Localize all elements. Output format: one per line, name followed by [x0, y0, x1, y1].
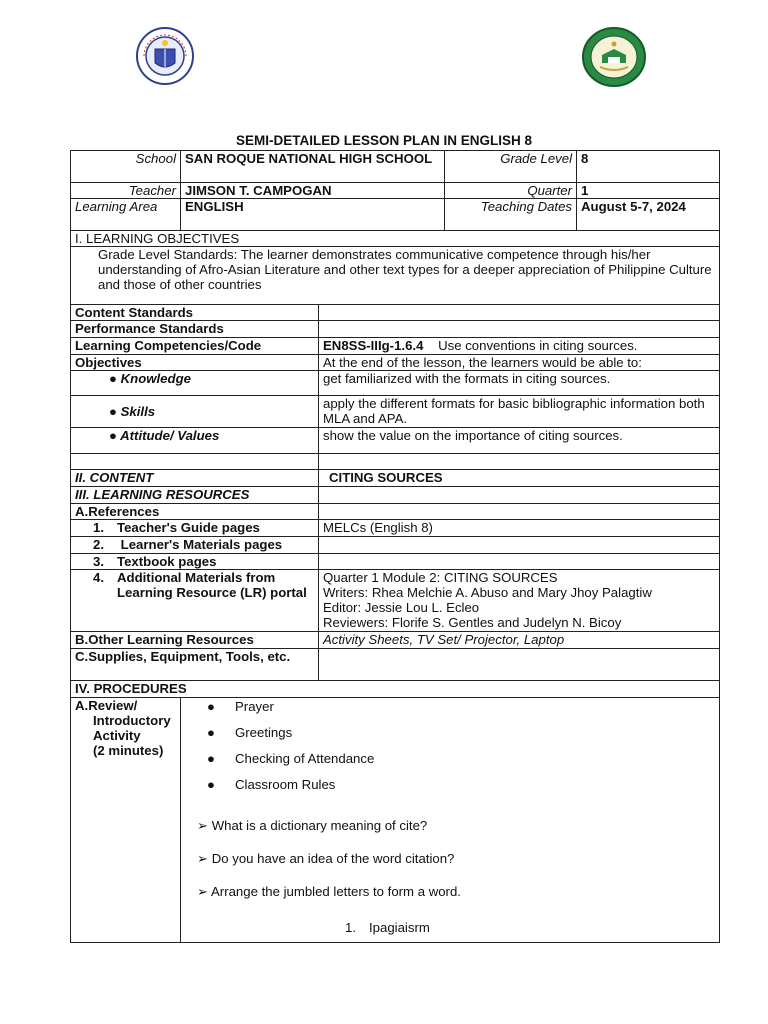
attitude-text: show the value on the importance of citing sources.	[319, 428, 720, 454]
question-item: ➢ What is a dictionary meaning of cite?	[197, 818, 428, 833]
spacer-cell	[71, 454, 319, 470]
additional-materials-label: 4. Additional Materials from Learning Resource (LR) portal	[71, 570, 319, 632]
competency-code: EN8SS-IIIg-1.6.4	[323, 338, 424, 353]
grade-level-standards: Grade Level Standards: The learner demonstrates communicative competence through his/her understanding of Afro-Asian Literature and other text types for a deeper appreciation of Philippine Culture and those of other countries	[71, 247, 720, 305]
deped-seal-icon	[136, 27, 194, 85]
attitude-label: ● Attitude/ Values	[71, 428, 319, 454]
skills-text: apply the different formats for basic bibliographic information both MLA and APA.	[319, 396, 720, 428]
content-label: II. CONTENT	[71, 470, 319, 487]
school-seal-icon	[582, 27, 646, 87]
empty-cell	[319, 487, 720, 504]
school-label: School	[71, 151, 181, 183]
teaching-dates-value: August 5-7, 2024	[577, 199, 720, 231]
other-resources-value: Activity Sheets, TV Set/ Projector, Laptop	[319, 632, 720, 649]
grade-level-value: 8	[577, 151, 720, 183]
spacer-cell	[319, 454, 720, 470]
list-item: ● Classroom Rules	[207, 777, 336, 792]
school-seal-logo	[582, 27, 646, 87]
knowledge-label: ● Knowledge	[71, 371, 319, 396]
supplies-label: C.Supplies, Equipment, Tools, etc.	[71, 649, 319, 681]
list-item: ● Checking of Attendance	[207, 751, 375, 766]
learners-materials-label: 2. Learner's Materials pages	[71, 537, 319, 554]
list-item: ● Prayer	[207, 699, 274, 714]
content-standards-label: Content Standards	[71, 305, 319, 321]
question-item: ➢ Arrange the jumbled letters to form a word.	[197, 884, 461, 899]
teacher-label: Teacher	[71, 183, 181, 199]
grade-level-label: Grade Level	[445, 151, 577, 183]
empty-cell	[319, 504, 720, 520]
references-label: A.References	[71, 504, 319, 520]
learning-competencies-label: Learning Competencies/Code	[71, 338, 319, 355]
objectives-label: Objectives	[71, 355, 319, 371]
content-value: CITING SOURCES	[319, 470, 720, 487]
teachers-guide-value: MELCs (English 8)	[319, 520, 720, 537]
quarter-label: Quarter	[445, 183, 577, 199]
learning-area-label: Learning Area	[71, 199, 181, 231]
teaching-dates-label: Teaching Dates	[445, 199, 577, 231]
review-activity-content	[181, 698, 720, 943]
lesson-plan-table	[70, 150, 720, 943]
procedures-heading: IV. PROCEDURES	[71, 681, 720, 698]
document-title: SEMI-DETAILED LESSON PLAN IN ENGLISH 8	[235, 133, 533, 148]
textbook-pages-label: 3. Textbook pages	[71, 554, 319, 570]
textbook-pages-value	[319, 554, 720, 570]
other-resources-label: B.Other Learning Resources	[71, 632, 319, 649]
jumbled-word-item: 1. Ipagiaisrm	[345, 920, 430, 935]
learning-competencies-value	[319, 338, 720, 355]
learning-resources-heading: III. LEARNING RESOURCES	[71, 487, 319, 504]
school-value: SAN ROQUE NATIONAL HIGH SCHOOL	[181, 151, 445, 183]
objectives-intro: At the end of the lesson, the learners would be able to:	[319, 355, 720, 371]
quarter-value: 1	[577, 183, 720, 199]
teacher-value: JIMSON T. CAMPOGAN	[181, 183, 445, 199]
performance-standards-value	[319, 321, 720, 338]
learning-area-value: ENGLISH	[181, 199, 445, 231]
learners-materials-value	[319, 537, 720, 554]
teachers-guide-label: 1. Teacher's Guide pages	[71, 520, 319, 537]
deped-seal-logo	[136, 27, 194, 85]
skills-label: ● Skills	[71, 396, 319, 428]
knowledge-text: get familiarized with the formats in citing sources.	[319, 371, 720, 396]
content-standards-value	[319, 305, 720, 321]
competency-text: Use conventions in citing sources.	[438, 338, 638, 353]
performance-standards-label: Performance Standards	[71, 321, 319, 338]
empty-cell	[319, 649, 720, 681]
list-item: ● Greetings	[207, 725, 293, 740]
review-activity-label: A.Review/ Introductory Activity (2 minutes)	[71, 698, 181, 943]
question-item: ➢ Do you have an idea of the word citation?	[197, 851, 455, 866]
learning-objectives-heading: I. LEARNING OBJECTIVES	[71, 231, 720, 247]
additional-materials-value: Quarter 1 Module 2: CITING SOURCES Writers: Rhea Melchie A. Abuso and Mary Jhoy Palagtiw Editor: Jessie Lou L. Ecleo Reviewers: Florife S. Gentles and Judelyn N. Bicoy	[319, 570, 720, 632]
